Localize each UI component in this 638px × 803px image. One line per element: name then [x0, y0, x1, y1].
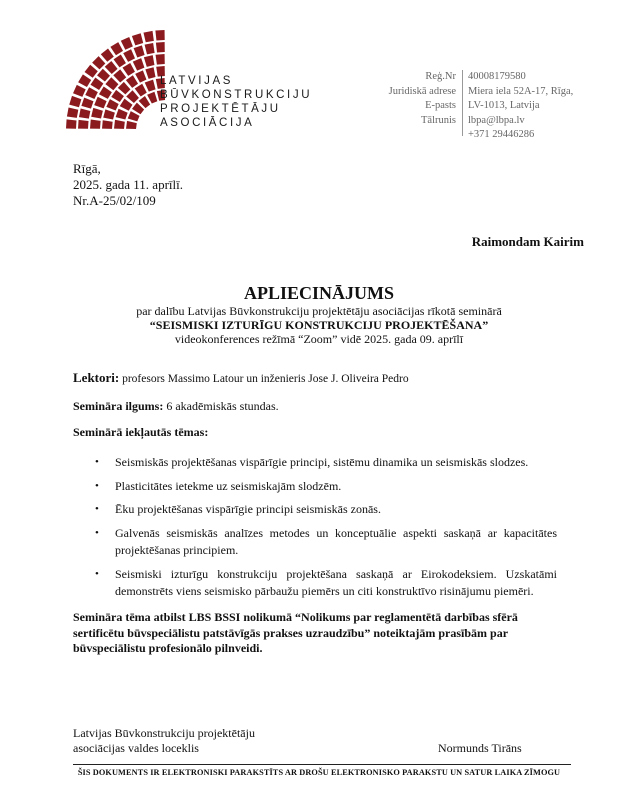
logo-block — [66, 119, 77, 128]
org-name-line: PROJEKTĒTĀJU — [160, 103, 281, 115]
logo-block — [116, 109, 128, 120]
document-number: Nr.A-25/02/109 — [73, 193, 156, 208]
logo-block — [78, 120, 89, 129]
logo-block — [126, 75, 138, 88]
logo-block — [78, 74, 91, 87]
logo-block — [106, 99, 118, 110]
logo-block — [128, 111, 140, 121]
logo-block — [111, 90, 124, 102]
logo-block — [126, 121, 137, 129]
signatory-name: Normunds Tirāns — [438, 741, 522, 755]
list-item: • Plasticitātes ietekme uz seismiskajām slodzēm. — [91, 478, 557, 496]
list-item: • Seismiskās projektēšanas vispārīgie principi, sistēmu dinamika un seismiskās slodzes. — [91, 454, 557, 472]
logo-block — [110, 42, 123, 55]
logo-block — [113, 69, 126, 82]
logo-block — [114, 120, 125, 129]
footer-note: ŠIS DOKUMENTS IR ELEKTRONISKI PARAKSTĪTS AR DROŠU ELEKTRONISKO PARAKSTU UN SATUR LAIKA ZĪMOGU — [77, 768, 561, 777]
logo-block — [73, 85, 86, 97]
lecturers — [73, 369, 409, 387]
logo-block — [105, 61, 118, 74]
lecturers-value: profesors Massimo Latour un inženieris Jose J. Oliveira Pedro — [119, 373, 409, 385]
duration — [73, 397, 279, 415]
logo-block — [85, 87, 98, 99]
logo-block — [134, 45, 145, 57]
logo-block — [79, 109, 90, 119]
document-meta — [73, 161, 183, 209]
phone-value: +371 29446286 — [468, 129, 535, 141]
date: 2025. gada 11. aprīlī. — [73, 177, 183, 192]
reg-nr-label: Reģ.Nr — [425, 71, 456, 82]
address-value: Miera iela 52A-17, Rīga, — [468, 85, 574, 97]
duration-label: Semināra ilgums: — [73, 399, 164, 413]
org-name-line: ASOCIĀCIJA — [160, 117, 255, 129]
logo-block — [133, 58, 145, 70]
logo-block — [144, 55, 155, 67]
signatory-role — [73, 726, 255, 756]
logo-block — [105, 77, 118, 90]
logo-block — [145, 67, 155, 79]
seminar-name: “SEISMISKI IZTURĪGU KONSTRUKCIJU PROJEKTĒŠANA” — [149, 318, 489, 332]
contact-values — [468, 70, 628, 143]
footer-divider — [73, 764, 571, 765]
logo-block — [147, 92, 157, 104]
logo-block — [92, 56, 105, 69]
logo-block — [102, 120, 113, 129]
duration-value: 6 akadēmiskās stundas. — [163, 399, 279, 413]
logo-block — [120, 99, 133, 111]
logo-block — [145, 43, 155, 54]
list-item: • Galvenās seismiskās analīzes metodes un konceptuālie aspekti saskaņā ar kapacitātes projektēšanas principiem. — [95, 525, 557, 557]
logo-block — [81, 98, 93, 109]
logo-block — [91, 108, 103, 119]
logo-block — [135, 84, 147, 97]
bullet-icon: • — [95, 479, 99, 492]
org-name-line: BŪVKONSTRUKCIJU — [160, 89, 313, 101]
contact-labels — [380, 70, 460, 128]
logo-block — [85, 65, 98, 78]
list-item: • Seismiski izturīgu konstrukciju projektēšana saskaņā ar Eirokodeksiem. Uzskatāmi demonstrēts viens seismisko pārbaužu piemērs un citi konstruktīvo risinājumu piemēri. — [95, 566, 557, 598]
logo-block — [123, 63, 135, 76]
title-line-1: par dalību Latvijas Būvkonstrukciju projektētāju asociācijas rīkotā seminārā — [136, 304, 502, 318]
logo-block — [114, 54, 126, 67]
place: Rīgā, — [73, 161, 101, 176]
logo-block — [90, 120, 101, 129]
logo-block — [143, 31, 153, 42]
bullet-icon: • — [95, 526, 99, 539]
logo-block — [135, 70, 146, 82]
org-name — [160, 74, 312, 130]
logo-block — [97, 69, 110, 82]
logo-block — [123, 49, 135, 62]
logo-block — [90, 78, 103, 90]
topics-heading: Seminārā iekļautās tēmas: — [73, 425, 209, 439]
address-label: Juridiskā adrese — [388, 85, 456, 97]
bullet-icon: • — [95, 503, 99, 515]
logo-block — [145, 80, 156, 92]
lecturers-label: Lektori: — [73, 370, 120, 385]
recipient: Raimondam Kairim — [471, 234, 584, 249]
org-name-line: LATVIJAS — [160, 75, 233, 87]
email-label: E-pasts — [425, 100, 456, 112]
logo-block — [99, 87, 112, 99]
address-value-cont: LV-1013, Latvija — [468, 100, 540, 112]
logo-block — [126, 90, 139, 103]
title-block — [0, 282, 638, 346]
email-value[interactable]: lbpa@lbpa.lv — [468, 114, 525, 126]
title-line-3: videokonferences režīmā “Zoom” vidē 2025. gada 09. aprīlī — [174, 332, 464, 346]
contact-divider — [462, 70, 463, 136]
logo-block — [67, 107, 78, 117]
reg-nr-value: 40008179580 — [468, 71, 526, 82]
signatory-role-line: Latvijas Būvkonstrukciju projektētāju — [73, 726, 255, 740]
logo-block — [118, 82, 131, 95]
list-item: • Ēku projektēšanas vispārīgie principi seismiskās zonās. — [91, 501, 557, 519]
logo-block — [132, 33, 143, 45]
logo-block — [103, 109, 115, 119]
topics-list — [91, 454, 557, 607]
logo-block — [69, 96, 81, 107]
association-logo — [58, 22, 168, 132]
logo-block — [155, 30, 164, 41]
logo-block — [156, 54, 165, 65]
conclusion: Semināra tēma atbilst LBS BSSI nolikumā “Nolikums par reglamentētā darbības sfērā sertificētu būvspeciālistu patstāvīgās prakses uzraudzību” noteiktajām prasībām par būvspeciālistu profesionālo pilnveidi. — [73, 610, 518, 655]
phone-label: Tālrunis — [421, 114, 456, 126]
page-title: APLIECINĀJUMS — [243, 283, 394, 303]
logo-block — [156, 42, 165, 53]
logo-block — [121, 37, 133, 50]
signatory-role-line: asociācijas valdes loceklis — [73, 741, 199, 755]
logo-block — [94, 97, 106, 109]
bullet-icon: • — [95, 456, 99, 468]
bullet-icon: • — [95, 567, 99, 580]
logo-block — [101, 49, 114, 62]
